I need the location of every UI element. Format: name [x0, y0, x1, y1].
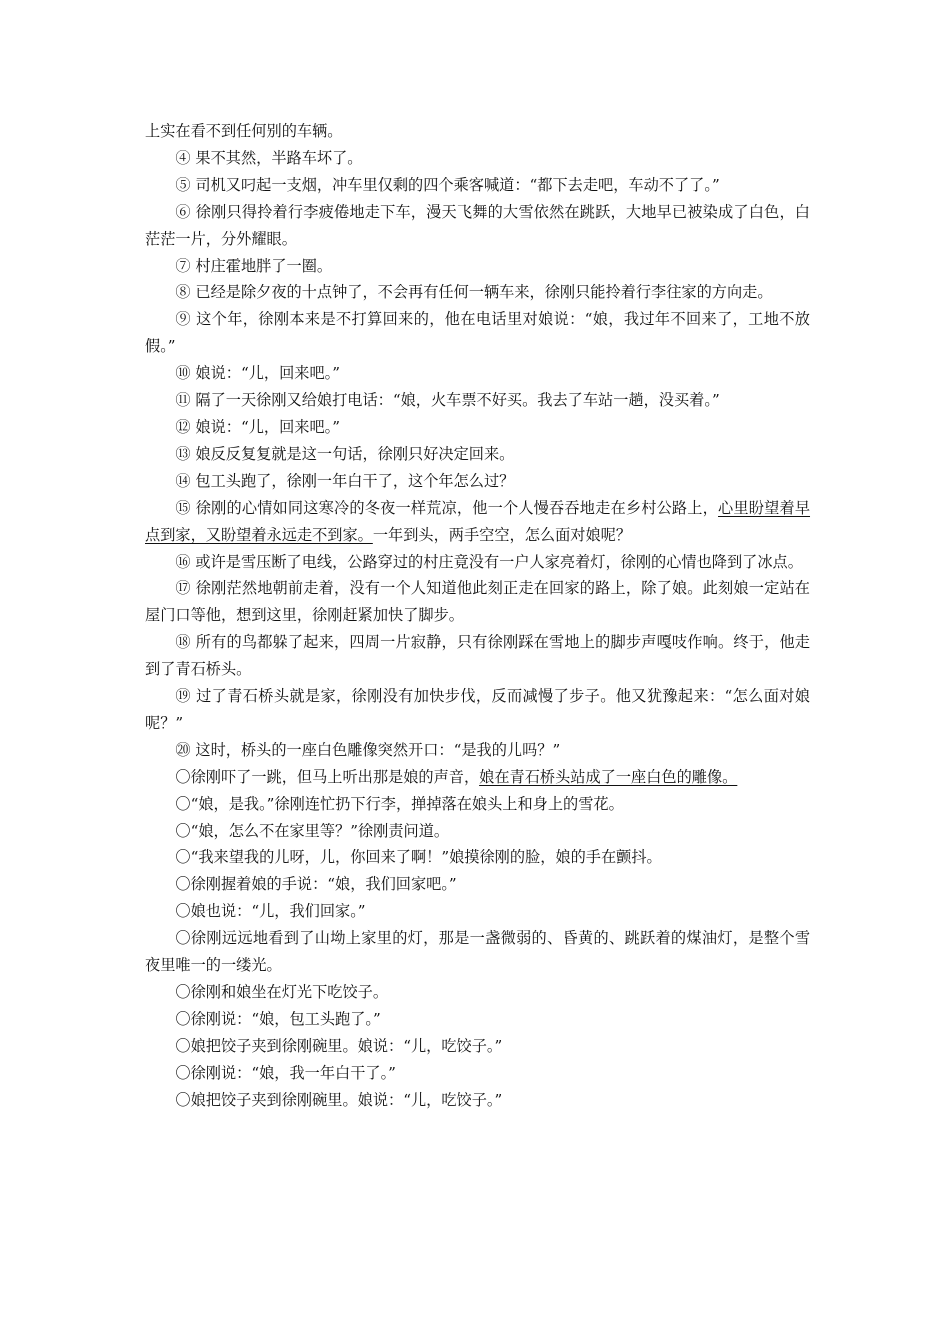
- paragraph: [145, 387, 810, 414]
- paragraph: [145, 818, 810, 845]
- paragraph-text: ⑨ 这个年，徐刚本来是不打算回来的，他在电话里对娘说：“娘，我过年不回来了，工地不放假。”: [145, 310, 810, 356]
- paragraph-text: 〇徐刚握着娘的手说：“娘，我们回家吧。”: [175, 875, 457, 894]
- underlined-sentence: 娘在青石桥头站成了一座白色的雕像。: [479, 767, 738, 786]
- paragraph-text: ⑯ 或许是雪压断了电线，公路穿过的村庄竟没有一户人家亮着灯，徐刚的心情也降到了冰点。: [175, 552, 803, 571]
- paragraph-text: ⑪ 隔了一天徐刚又给娘打电话：“娘，火车票不好买。我去了车站一趟，没买着。”: [175, 391, 720, 410]
- paragraph-text: 〇娘把饺子夹到徐刚碗里。娘说：“儿，吃饺子。”: [175, 1036, 503, 1055]
- paragraph-text: 〇“我来望我的儿呀，儿，你回来了啊！”娘摸徐刚的脸，娘的手在颤抖。: [175, 848, 662, 867]
- paragraph: [145, 279, 810, 306]
- paragraph-text: 〇徐刚和娘坐在灯光下吃饺子。: [175, 983, 389, 1001]
- paragraph: [145, 575, 810, 629]
- paragraph-text: 〇徐刚远远地看到了山坳上家里的灯，那是一盏微弱的、昏黄的、跳跃着的煤油灯，是整个雪夜里唯一的一缕光。: [145, 929, 810, 975]
- paragraph: [145, 844, 810, 871]
- paragraph: [145, 925, 810, 979]
- paragraph-text: 〇娘把饺子夹到徐刚碗里。娘说：“儿，吃饺子。”: [175, 1090, 503, 1109]
- paragraph: [145, 979, 810, 1006]
- paragraph: [145, 441, 810, 468]
- paragraph-text: 〇娘也说：“儿，我们回家。”: [175, 902, 366, 921]
- paragraph: [145, 549, 810, 576]
- paragraph-text: ⑫ 娘说：“儿，回来吧。”: [175, 417, 341, 436]
- paragraph: [145, 118, 810, 145]
- paragraph-text: ⑦ 村庄霍地胖了一圈。: [175, 256, 333, 275]
- paragraph-text: 上实在看不到任何别的车辆。: [145, 122, 343, 140]
- paragraph: [145, 791, 810, 818]
- paragraph-text: ⑮ 徐刚的心情如同这寒冷的冬夜一样荒凉，他一个人慢吞吞地走在乡村公路上，: [175, 498, 719, 517]
- paragraph: [145, 306, 810, 360]
- paragraph: [145, 764, 810, 791]
- paragraph-text: 〇徐刚吓了一跳，但马上听出那是娘的声音，: [175, 767, 480, 786]
- paragraph-text: ⑳ 这时，桥头的一座白色雕像突然开口：“是我的儿吗？”: [175, 740, 561, 759]
- underlined-sentence: 心里盼望着早点到家，又盼望着永远走不到家。: [145, 498, 811, 544]
- paragraph-text: 〇徐刚说：“娘，包工头跑了。”: [175, 1009, 381, 1028]
- paragraph-text: 〇“娘，是我。”徐刚连忙扔下行李，掸掉落在娘头上和身上的雪花。: [175, 794, 624, 813]
- paragraph-text: ⑭ 包工头跑了，徐刚一年白干了，这个年怎么过？: [175, 471, 515, 490]
- paragraph: [145, 253, 810, 280]
- paragraph: [145, 495, 810, 549]
- paragraph-text: ⑲ 过了青石桥头就是家，徐刚没有加快步伐，反而减慢了步子。他又犹豫起来：“怎么面对娘呢？”: [145, 687, 810, 732]
- paragraph-text: ⑧ 已经是除夕夜的十点钟了，不会再有任何一辆车来，徐刚只能拎着行李往家的方向走。: [175, 283, 773, 302]
- paragraph: [145, 199, 810, 253]
- paragraph-text: ⑥ 徐刚只得拎着行李疲倦地走下车，漫天飞舞的大雪依然在跳跃，大地早已被染成了白色，白茫茫一片，分外耀眼。: [145, 202, 810, 248]
- story-text: [145, 118, 810, 1114]
- paragraph-text: 〇徐刚说：“娘，我一年白干了。”: [175, 1063, 396, 1082]
- paragraph: [145, 172, 810, 199]
- paragraph-text: ④ 果不其然，半路车坏了。: [175, 148, 363, 167]
- paragraph: [145, 468, 810, 495]
- paragraph-text: ⑩ 娘说：“儿，回来吧。”: [175, 364, 341, 383]
- paragraph: [145, 145, 810, 172]
- paragraph: [145, 737, 810, 764]
- paragraph: [145, 1087, 810, 1114]
- paragraph: [145, 629, 810, 683]
- paragraph: [145, 414, 810, 441]
- paragraph-text: 〇“娘，怎么不在家里等？”徐刚责问道。: [175, 821, 450, 840]
- paragraph-text: ⑰ 徐刚茫然地朝前走着，没有一个人知道他此刻正走在回家的路上，除了娘。此刻娘一定站在屋门口等他，想到这里，徐刚赶紧加快了脚步。: [145, 579, 810, 625]
- paragraph-text: 一年到头，两手空空，怎么面对娘呢？: [372, 525, 631, 544]
- paragraph: [145, 871, 810, 898]
- paragraph-text: ⑤ 司机又叼起一支烟，冲车里仅剩的四个乘客喊道：“都下去走吧，车动不了了。”: [175, 175, 720, 194]
- paragraph: [145, 1033, 810, 1060]
- paragraph: [145, 1060, 810, 1087]
- paragraph-text: ⑬ 娘反反复复就是这一句话，徐刚只好决定回来。: [175, 444, 515, 463]
- paragraph: [145, 360, 810, 387]
- paragraph: [145, 1006, 810, 1033]
- paragraph: [145, 898, 810, 925]
- paragraph-text: ⑱ 所有的鸟都躲了起来，四周一片寂静，只有徐刚踩在雪地上的脚步声嘎吱作响。终于，他走到了青石桥头。: [145, 633, 810, 679]
- paragraph: [145, 683, 810, 737]
